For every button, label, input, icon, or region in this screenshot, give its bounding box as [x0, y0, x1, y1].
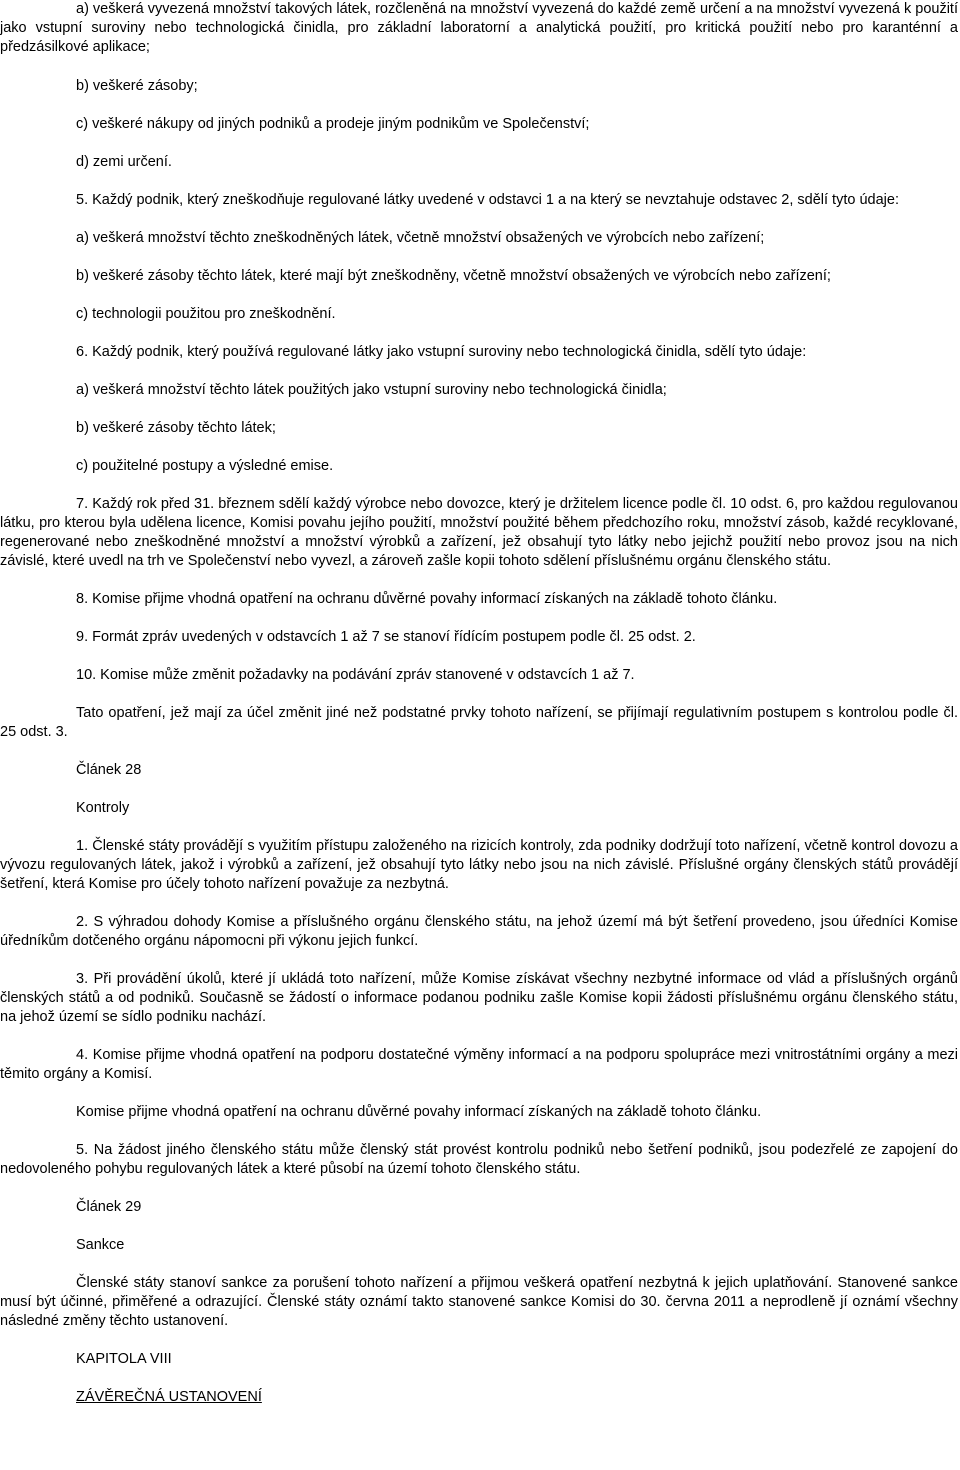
paragraph-28-2: 2. S výhradou dohody Komise a příslušného orgánu členského státu, na jehož území má být šetření provedeno, jsou úředníci Komise úředníkům dotčeného orgánu nápomocni při výkonu jejich funkcí.: [0, 914, 958, 949]
paragraph-4a-exports: a) veškerá vyvezená množství takových látek, rozčleněná na množství vyvezená do každé země určení a na množství vyvezená k použití jako vstupní suroviny nebo technologická činidla, pro základní laboratorní a analytická použití, pro kritická použití nebo pro karanténní a předzásilkové aplikace;: [0, 1, 958, 55]
paragraph-8-confidentiality: 8. Komise přijme vhodná opatření na ochranu důvěrné povahy informací získaných na základě tohoto článku.: [76, 591, 778, 607]
paragraph-9-format: 9. Formát zpráv uvedených v odstavcích 1 až 7 se stanoví řídícím postupem podle čl. 25 odst. 2.: [76, 629, 696, 645]
paragraph-6b-stocks: b) veškeré zásoby těchto látek;: [76, 420, 276, 436]
paragraph-6a-quantities: a) veškerá množství těchto látek použitých jako vstupní suroviny nebo technologická činidla;: [76, 382, 667, 398]
paragraph-4b-stocks: b) veškeré zásoby;: [76, 78, 198, 94]
paragraph-5c-technology: c) technologii použitou pro zneškodnění.: [76, 306, 336, 322]
paragraph-4d-destination: d) zemi určení.: [76, 154, 172, 170]
article-29-title: Sankce: [76, 1237, 125, 1253]
paragraph-28-4: 4. Komise přijme vhodná opatření na podporu dostatečné výměny informací a na podporu spolupráce mezi vnitrostátními orgány a mezi těmito orgány a Komisí.: [0, 1047, 958, 1082]
paragraph-29-penalties: Členské státy stanoví sankce za porušení tohoto nařízení a přijmou veškerá opatření nezbytná k jejich uplatňování. Stanovené sankce musí být účinné, přiměřené a odrazující. Členské státy oznámí takto stanovené sankce Komisi do 30. června 2011 a neprodleně jí oznámí všechny následné změny těchto ustanovení.: [0, 1275, 958, 1329]
article-28-title: Kontroly: [76, 800, 130, 816]
paragraph-7-licence-holders: 7. Každý rok před 31. březnem sdělí každý výrobce nebo dovozce, který je držitelem licence podle čl. 10 odst. 6, pro každou regulovanou látku, pro kterou byla udělena licence, Komisi povahu jejího použití, množství použité během předchozího roku, množství zásob, každé recyklované, regenerované nebo zneškodněné množství a množství výrobků a zařízení, jež obsahují tyto látky nebo jejichž použití nebo provoz jsou na nich závislé, které uvedl na trh ve Společenství nebo vyvezl, a zároveň zašle kopii tohoto sdělení příslušnému orgánu členského státu.: [0, 496, 958, 569]
paragraph-5-destruction: 5. Každý podnik, který zneškodňuje regulované látky uvedené v odstavci 1 a na který se nevztahuje odstavec 2, sdělí tyto údaje:: [76, 192, 899, 208]
paragraph-6c-emissions: c) použitelné postupy a výsledné emise.: [76, 458, 334, 474]
paragraph-10-requirements: 10. Komise může změnit požadavky na podávání zpráv stanovené v odstavcích 1 až 7.: [76, 667, 635, 683]
paragraph-28-3: 3. Při provádění úkolů, které jí ukládá toto nařízení, může Komise získávat všechny nezbytné informace od vlád a příslušných orgánů členských států a od podniků. Současně se žádostí o informace podanou podniku zašle Komise kopii žádosti příslušnému orgánu členského státu, na jehož území se sídlo podniku nachází.: [0, 971, 958, 1025]
article-29-heading: Článek 29: [76, 1199, 142, 1215]
paragraph-28-1: 1. Členské státy provádějí s využitím přístupu založeného na rizicích kontroly, zda podniky dodržují toto nařízení, včetně kontrol dovozu a vývozu regulovaných látek, jakož i výrobků a zařízení, jež obsahují tyto látky nebo jsou na nich závislé. Příslušné orgány členských států provádějí šetření, která Komise pro účely tohoto nařízení považuje za nezbytná.: [0, 838, 958, 892]
paragraph-28-5: 5. Na žádost jiného členského státu může členský stát provést kontrolu podniků nebo šetření podniků, jsou podezřelé ze zapojení do nedovoleného pohybu regulovaných látek a které působí na území tohoto členského státu.: [0, 1142, 958, 1177]
final-provisions-heading: ZÁVĚREČNÁ USTANOVENÍ: [76, 1389, 262, 1405]
paragraph-28-4-confidentiality: Komise přijme vhodná opatření na ochranu důvěrné povahy informací získaných na základě tohoto článku.: [76, 1104, 762, 1120]
paragraph-5b-stocks: b) veškeré zásoby těchto látek, které mají být zneškodněny, včetně množství obsažených ve výrobcích nebo zařízení;: [76, 268, 831, 284]
article-28-heading: Článek 28: [76, 762, 142, 778]
paragraph-regulatory-procedure: Tato opatření, jež mají za účel změnit jiné než podstatné prvky tohoto nařízení, se přijímají regulativním postupem s kontrolou podle čl. 25 odst. 3.: [0, 705, 958, 740]
paragraph-4c-purchases: c) veškeré nákupy od jiných podniků a prodeje jiným podnikům ve Společenství;: [76, 116, 590, 132]
paragraph-6-feedstock: 6. Každý podnik, který používá regulované látky jako vstupní suroviny nebo technologická činidla, sdělí tyto údaje:: [76, 344, 807, 360]
paragraph-5a-quantities: a) veškerá množství těchto zneškodněných látek, včetně množství obsažených ve výrobcích nebo zařízení;: [76, 230, 765, 246]
chapter-viii-heading: KAPITOLA VIII: [76, 1351, 172, 1367]
